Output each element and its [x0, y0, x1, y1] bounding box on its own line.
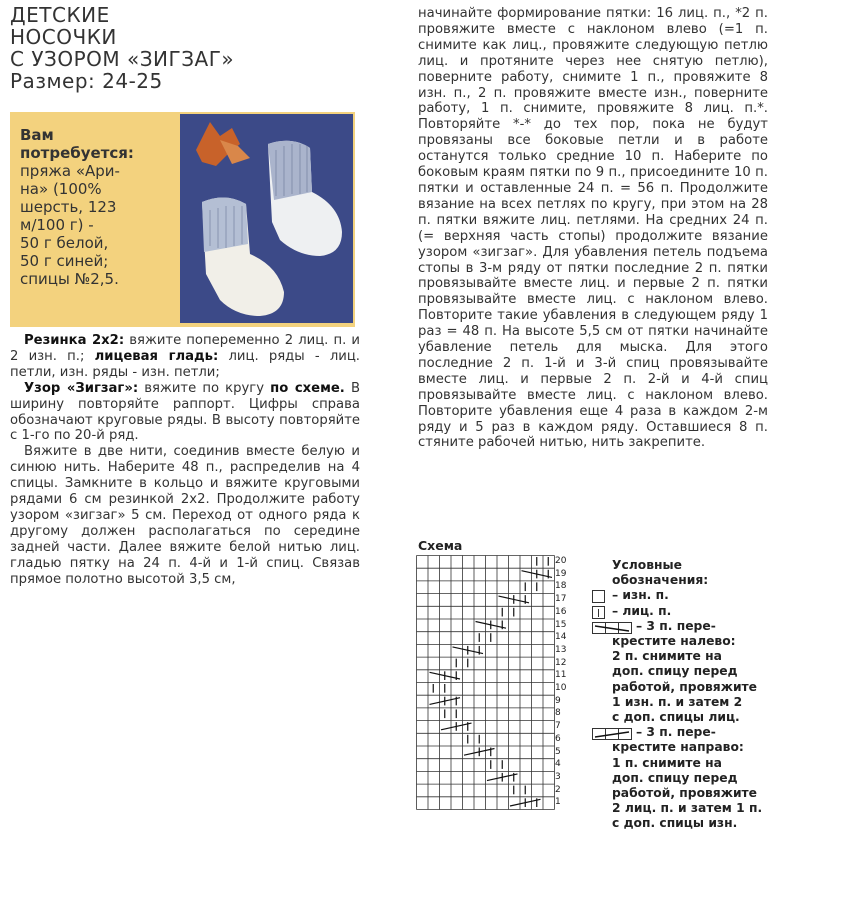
cross-left-symbol-icon: [592, 622, 632, 634]
knitting-chart-grid: [416, 555, 556, 813]
term-by-scheme: по схеме.: [270, 380, 345, 396]
row-number: 20: [555, 556, 567, 566]
legend-desc-line: крестите направо:: [612, 740, 744, 755]
paragraph-zigzag: [10, 381, 360, 445]
row-number: 11: [555, 670, 567, 681]
row-number: 6: [555, 733, 561, 744]
requirements-line: 50 г белой,: [20, 234, 109, 252]
legend-item-knit: [592, 604, 792, 619]
row-number: 3: [555, 771, 561, 782]
legend-item-cross-right: [592, 725, 792, 740]
requirements-line: шерсть, 123: [20, 198, 117, 216]
row-number: 5: [555, 746, 561, 757]
requirements-line: на» (100%: [20, 180, 102, 198]
legend-desc-line: с доп. спицы лиц.: [612, 710, 740, 725]
requirements-heading: потребуется:: [20, 144, 134, 162]
legend-title: Условные: [612, 558, 682, 572]
row-number: 16: [555, 606, 567, 617]
legend-desc-line: доп. спицу перед: [612, 664, 738, 679]
row-number: 8: [555, 708, 561, 719]
row-number: 17: [555, 594, 567, 605]
legend: [592, 558, 792, 832]
legend-desc-line: 2 лиц. п. и затем 1 п.: [612, 801, 763, 816]
paragraph-text: вяжите попеременно 2 лиц. п. и 2 изн. п.;: [10, 333, 360, 364]
paragraph-rib: [10, 333, 360, 381]
legend-item-label: – изн. п.: [612, 588, 669, 603]
schema-label: Схема: [418, 538, 463, 553]
legend-item-purl: [592, 588, 792, 603]
title-line: С УЗОРОМ «ЗИГЗАГ»: [10, 47, 235, 71]
knit-symbol-icon: [592, 606, 605, 619]
legend-desc-line: 2 п. снимите на: [612, 649, 722, 664]
legend-title: обозначения:: [612, 573, 709, 588]
purl-symbol-icon: [592, 590, 605, 603]
requirements-line: м/100 г) -: [20, 216, 94, 234]
size-line: Размер: 24-25: [10, 69, 163, 93]
requirements-text: [20, 126, 185, 288]
paragraph-heel-instructions: начинайте формирование пятки: 16 лиц. п., *2 п. провяжите вместе с наклоном влево (=1 п. снимите как лиц., провяжите следующую петлю лиц. и протяните через нее снятую петлю), поверните работу, снимите 1 п., провяжите 8 изн. п., 2 п. провяжите вместе изн., поверните работу, 1 п. снимите, провяжите 8 лиц. п.*. Повторяйте *-* до тех пор, пока не будут провязаны все боковые петли и в работе останутся только средние 10 п. Наберите по боковым краям пятки по 9 п., присоедините 10 п. пятки и оставленные 24 п. = 56 п. Продолжите вязание на всех петлях по кругу, при этом на 28 п. пятки вяжите лиц. петлями. На средних 24 п. (= верхняя часть стопы) продолжите вязание узором «зигзаг». Для убавления петель подъема стопы в 3-м ряду от пятки последние 2 п. пятки провязывайте вместе лиц. и первые 2 п. пятки провязывайте вместе лиц. с наклоном влево. Повторите такие убавления в следующем ряду 1 раз = 48 п. На высоте 5,5 см от пятки начинайте убавление петель для мыска. Для этого последние 2 п. 1-й и 3-й спиц провязывайте вместе лиц. и первые 2 п. 2-й и 4-й спиц провязывайте вместе лиц. с наклоном влево. Повторите убавления еще 4 раза в каждом 2-м ряду и 5 раз в каждом ряду. Оставшиеся 8 п. стяните рабочей нитью, нить закрепите.: [418, 6, 768, 451]
row-number: 9: [555, 695, 561, 706]
row-number: 18: [555, 581, 567, 592]
requirements-line: 50 г синей;: [20, 252, 109, 270]
row-number: 1: [555, 797, 561, 808]
row-number: 12: [555, 657, 567, 668]
paragraph-text: вяжите по кругу: [138, 380, 271, 396]
legend-desc-line: работой, провяжите: [612, 786, 758, 801]
paragraph-instructions: Вяжите в две нити, соединив вместе белую и синюю нить. Наберите 48 п., распределив на 4 спицы. Замкните в кольцо и вяжите круговыми рядами 6 см резинкой 2х2. Продолжите работу узором «зигзаг» 5 см. Переход от одного ряда к другому должен располагаться по середине задней части. Далее вяжите белой нитью лиц. гладью пятку на 24 п. 4-й и 1-й спиц. Связав прямое полотно высотой 3,5 см,: [10, 444, 360, 587]
requirements-heading: Вам: [20, 126, 54, 144]
paragraph-text: лиц. ряды - лиц. петли, изн. ряды - изн. петли;: [10, 348, 360, 380]
term-stockinette: лицевая гладь:: [94, 348, 219, 364]
legend-desc-line: доп. спицу перед: [612, 770, 738, 785]
requirements-block: [10, 112, 355, 327]
legend-item-label: – 3 п. пере-: [636, 725, 716, 740]
title-line: НОСОЧКИ: [10, 25, 117, 49]
right-text-column: [418, 6, 768, 451]
row-number: 10: [555, 683, 567, 693]
requirements-line: пряжа «Ари-: [20, 162, 120, 180]
row-number: 14: [555, 632, 567, 643]
row-number: 19: [555, 568, 567, 579]
paragraph-text: В ширину повторяйте раппорт. Цифры справа обозначают круговые ряды. В высоту повторяйте с 1-го по 20-й ряд.: [10, 380, 360, 444]
requirements-line: спицы №2,5.: [20, 270, 119, 288]
legend-item-label: – лиц. п.: [612, 603, 672, 618]
article-title: [10, 4, 310, 92]
legend-desc-line: с доп. спицы изн.: [612, 816, 738, 831]
row-number: 2: [555, 784, 561, 795]
term-rib: Резинка 2х2:: [24, 333, 125, 348]
legend-item-label: – 3 п. пере-: [636, 618, 716, 633]
title-line: ДЕТСКИЕ: [10, 3, 110, 27]
legend-desc-line: 1 п. снимите на: [612, 755, 722, 770]
left-text-column: [10, 333, 360, 588]
knitting-chart: [416, 555, 556, 817]
row-number: 15: [555, 619, 567, 630]
row-number: 7: [555, 721, 561, 732]
socks-photo: [180, 114, 353, 323]
legend-desc-line: 1 изн. п. и затем 2: [612, 694, 743, 709]
legend-desc-line: работой, провяжите: [612, 679, 758, 694]
term-zigzag: Узор «Зигзаг»:: [24, 380, 139, 396]
legend-desc-line: крестите налево:: [612, 634, 736, 649]
legend-item-cross-left: [592, 619, 792, 634]
cross-right-symbol-icon: [592, 728, 632, 740]
socks-illustration: [180, 114, 353, 323]
row-number: 4: [555, 759, 561, 770]
row-number: 13: [555, 644, 567, 655]
